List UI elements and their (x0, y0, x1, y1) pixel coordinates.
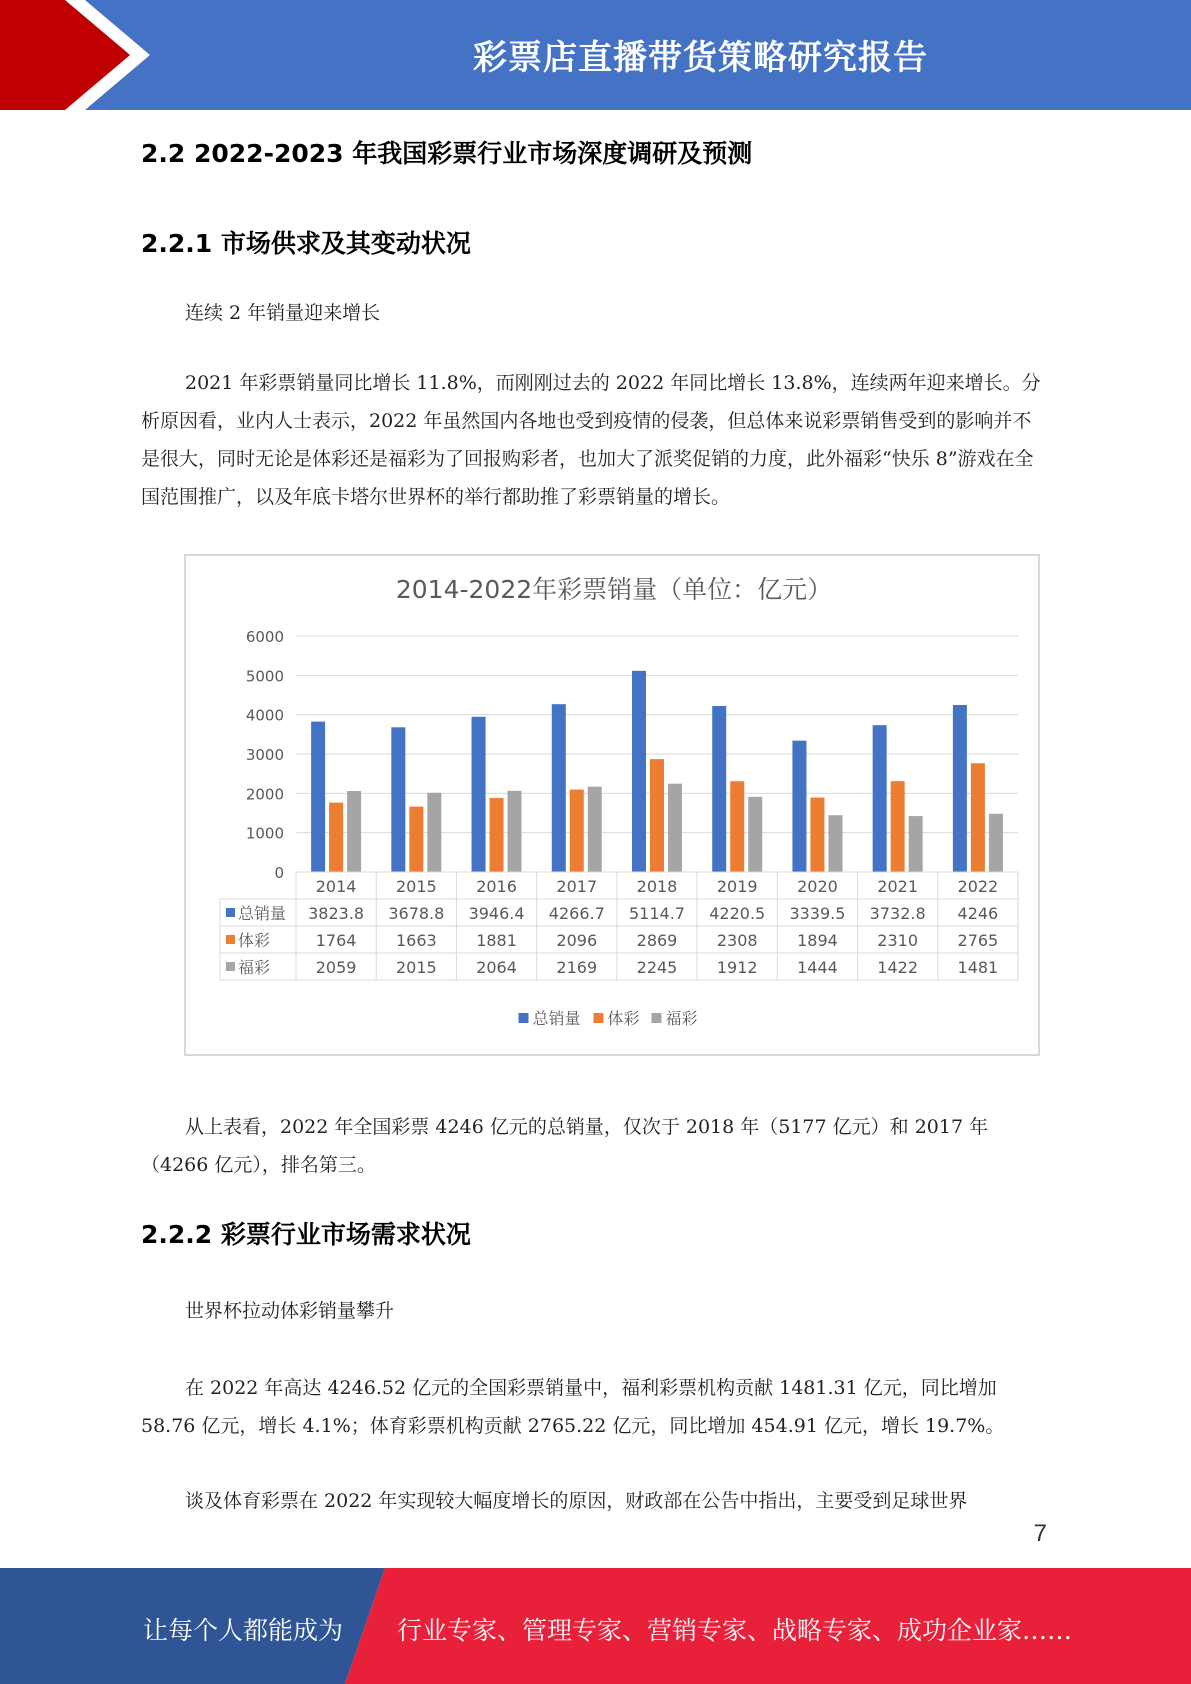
table-series-label: 总销量 (238, 904, 287, 923)
data-label: 2869 (636, 931, 678, 950)
sales-chart (184, 554, 1040, 1056)
bar-总销量-2017 (552, 704, 566, 872)
data-label: 1881 (476, 931, 517, 950)
data-label: 1481 (957, 958, 999, 977)
data-label: 3339.5 (789, 904, 846, 923)
bar-总销量-2022 (953, 705, 967, 872)
x-tick-label: 2022 (957, 877, 999, 896)
bar-福彩-2020 (828, 815, 842, 872)
section-2-2-1-paragraph: 2021 年彩票销量同比增长 11.8%，而刚刚过去的 2022 年同比增长 13.8%，连续两年迎来增长。分析原因看，业内人士表示，2022 年虽然国内各地也受到疫情的侵袭，但总体来说彩票销售受到的影响并不是很大，同时无论是体彩还是福彩为了回报购彩者，也加大了派奖促销的力度，此外福彩“快乐 8”游戏在全国范围推广，以及年底卡塔尔世界杯的举行都助推了彩票销量的增长。 (141, 372, 1041, 508)
x-tick-label: 2020 (797, 877, 838, 896)
bar-体彩-2014 (329, 803, 343, 872)
bar-福彩-2018 (668, 784, 682, 872)
data-label: 1912 (716, 958, 758, 977)
bar-福彩-2017 (588, 787, 602, 872)
page-header (0, 0, 1191, 110)
y-tick-label: 1000 (245, 824, 284, 843)
data-label: 1764 (315, 931, 357, 950)
bar-体彩-2022 (971, 763, 985, 872)
data-label: 1663 (395, 931, 437, 950)
page-number: 7 (1033, 1520, 1047, 1547)
bar-体彩-2016 (490, 798, 504, 872)
table-legend-key (226, 935, 235, 944)
bar-总销量-2019 (712, 706, 726, 872)
x-tick-label: 2018 (636, 877, 678, 896)
table-legend-key (226, 908, 235, 917)
y-tick-label: 3000 (245, 746, 284, 764)
bar-总销量-2021 (873, 725, 887, 872)
data-label: 2310 (877, 931, 919, 950)
bar-体彩-2019 (730, 781, 744, 872)
y-tick-label: 0 (274, 864, 284, 882)
table-series-label: 福彩 (238, 958, 271, 977)
y-tick-label: 5000 (245, 667, 284, 686)
bar-总销量-2014 (311, 722, 325, 872)
bar-体彩-2021 (891, 781, 905, 872)
bar-福彩-2022 (989, 814, 1003, 872)
data-label: 2015 (395, 958, 437, 977)
x-tick-label: 2015 (395, 877, 437, 896)
bar-总销量-2016 (472, 717, 486, 872)
footer-slogan-left: 让每个人都能成为 (143, 1616, 344, 1645)
data-label: 2169 (556, 958, 598, 977)
bar-总销量-2018 (632, 671, 646, 872)
section-2-2-1-heading: 2.2.1 市场供求及其变动状况 (141, 229, 471, 258)
x-tick-label: 2017 (556, 877, 598, 896)
section-2-2-1-subheading: 连续 2 年销量迎来增长 (185, 302, 381, 324)
data-label: 2245 (636, 958, 678, 977)
section-2-2-2-subheading: 世界杯拉动体彩销量攀升 (185, 1300, 395, 1322)
data-label: 5114.7 (629, 904, 685, 923)
data-label: 3678.8 (388, 904, 445, 923)
data-label: 2096 (556, 931, 598, 950)
bar-福彩-2019 (748, 797, 762, 872)
table-legend-key (226, 962, 235, 971)
bar-福彩-2015 (427, 793, 441, 872)
data-label: 1444 (797, 958, 838, 977)
report-title: 彩票店直播带货策略研究报告 (473, 38, 928, 78)
data-label: 4246 (957, 904, 999, 923)
bar-体彩-2020 (810, 798, 824, 872)
bar-福彩-2014 (347, 791, 361, 872)
data-label: 2765 (957, 931, 999, 950)
x-tick-label: 2014 (315, 877, 357, 896)
bar-福彩-2016 (508, 791, 522, 872)
chart-svg (186, 556, 1042, 1058)
bar-体彩-2018 (650, 759, 664, 872)
section-2-2-2-paragraph-1: 在 2022 年高达 4246.52 亿元的全国彩票销量中，福利彩票机构贡献 1481.31 亿元，同比增加 58.76 亿元，增长 4.1%；体育彩票机构贡献 2765.22 亿元，同比增加 454.91 亿元，增长 19.7%。 (141, 1377, 1005, 1437)
x-tick-label: 2019 (716, 877, 758, 896)
bar-体彩-2015 (409, 807, 423, 872)
data-label: 2308 (716, 931, 758, 950)
data-label: 1894 (797, 931, 838, 950)
bar-总销量-2020 (792, 741, 806, 872)
legend-key (519, 1013, 529, 1023)
data-label: 3946.4 (468, 904, 525, 923)
bar-总销量-2015 (391, 727, 405, 872)
data-label: 2059 (315, 958, 357, 977)
data-label: 3823.8 (308, 904, 365, 923)
section-2-2-2-heading: 2.2.2 彩票行业市场需求状况 (141, 1220, 471, 1249)
x-tick-label: 2016 (476, 877, 517, 896)
data-label: 3732.8 (869, 904, 926, 923)
section-2-2-2-paragraph-2: 谈及体育彩票在 2022 年实现较大幅度增长的原因，财政部在公告中指出，主要受到足球世界 (185, 1490, 968, 1512)
legend-key (652, 1013, 662, 1023)
legend-key (594, 1013, 604, 1023)
bar-体彩-2017 (570, 790, 584, 872)
y-tick-label: 2000 (245, 785, 284, 804)
legend-label: 体彩 (607, 1009, 640, 1028)
bar-福彩-2021 (909, 816, 923, 872)
data-label: 4220.5 (709, 904, 766, 923)
y-tick-label: 4000 (245, 706, 284, 725)
footer-slogan-right: 行业专家、管理专家、营销专家、战略专家、成功企业家…… (397, 1616, 1073, 1645)
data-label: 2064 (476, 958, 517, 977)
data-label: 4266.7 (548, 904, 605, 923)
legend-label: 福彩 (665, 1009, 698, 1028)
section-2-2-heading: 2.2 2022-2023 年我国彩票行业市场深度调研及预测 (141, 139, 753, 168)
chart-title: 2014-2022年彩票销量（单位：亿元） (395, 575, 833, 604)
data-label: 1422 (877, 958, 919, 977)
after-chart-paragraph: 从上表看，2022 年全国彩票 4246 亿元的总销量，仅次于 2018 年（5177 亿元）和 2017 年（4266 亿元），排名第三。 (141, 1116, 989, 1176)
table-series-label: 体彩 (238, 931, 271, 950)
x-tick-label: 2021 (877, 877, 919, 896)
y-tick-label: 6000 (245, 628, 284, 646)
legend-label: 总销量 (532, 1009, 581, 1028)
